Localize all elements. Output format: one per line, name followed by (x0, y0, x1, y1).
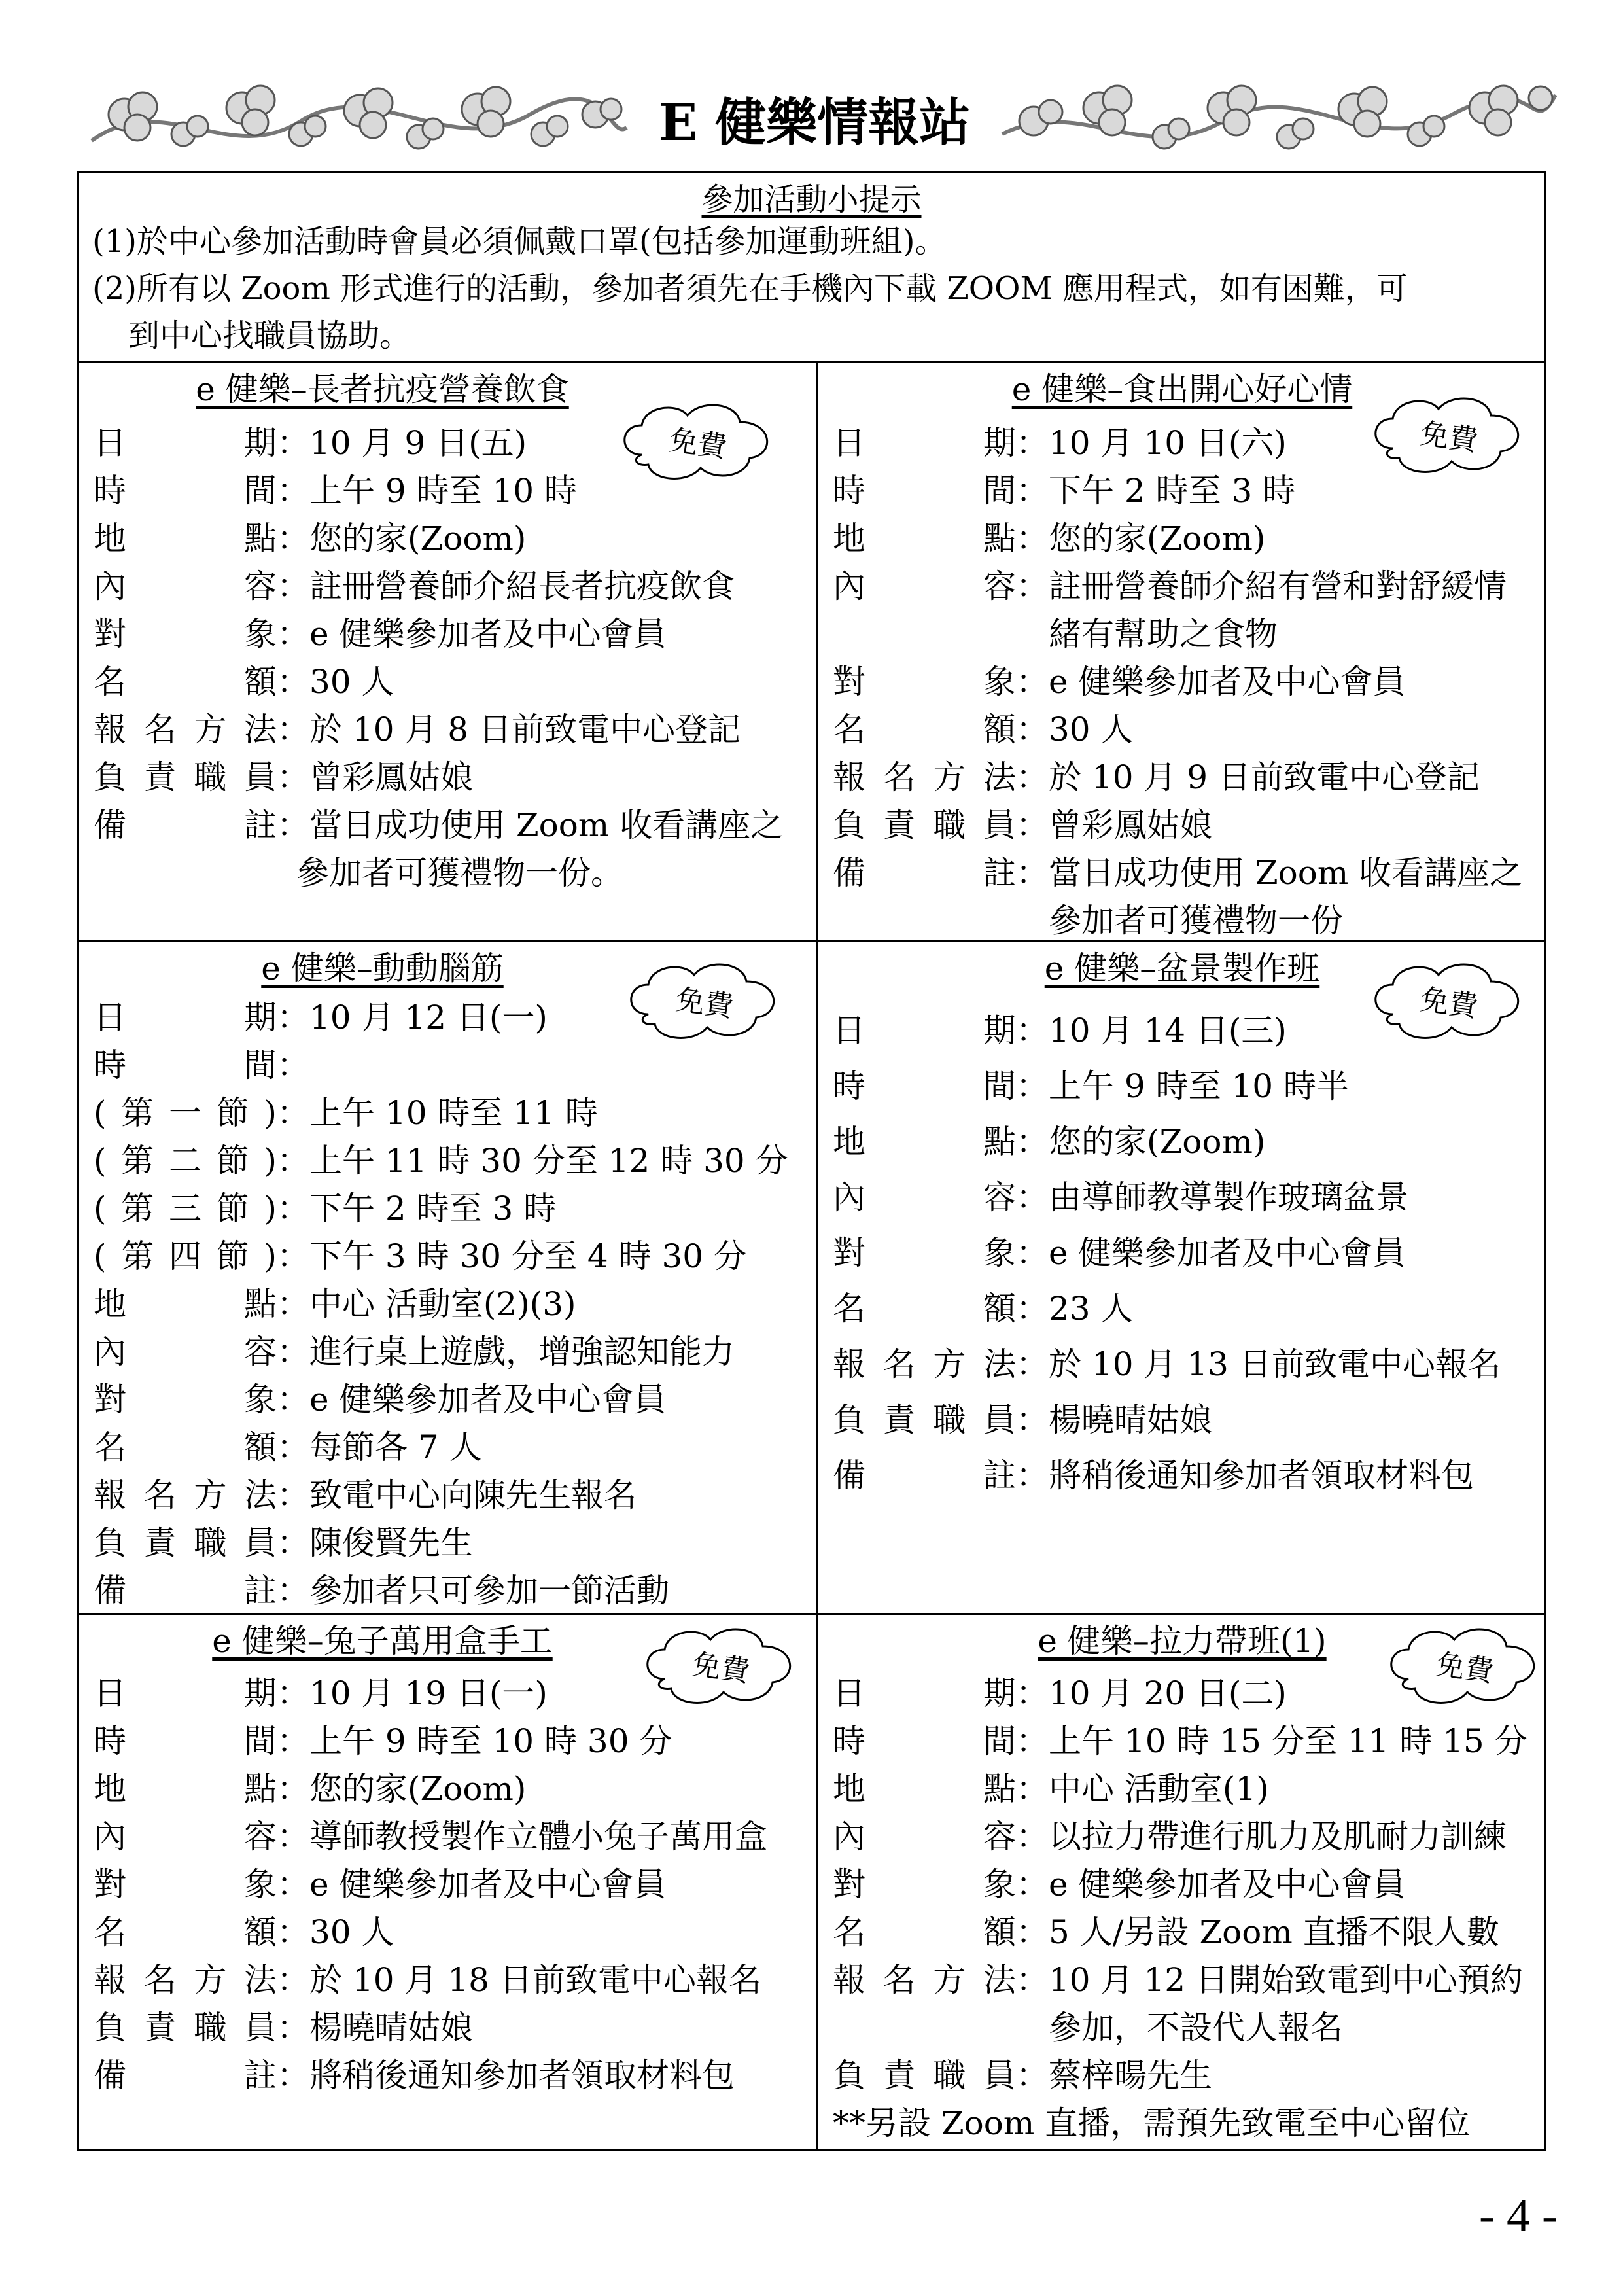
row-staff: 負責職員：楊曉晴姑娘 (94, 2009, 473, 2047)
row-target: 對 象：e 健樂參加者及中心會員 (94, 615, 667, 653)
free-badge-label: 免費 (673, 983, 736, 1024)
free-badge-cloud-icon (638, 1620, 802, 1712)
row-content: 內 容：導師教授製作立體小兔子萬用盒 (94, 1818, 767, 1856)
row-remarks: 備 註：當日成功使用 Zoom 收看講座之 (833, 854, 1523, 892)
row-content: 內 容：由導師教導製作玻璃盆景 (833, 1178, 1408, 1216)
row-content: 內 容：以拉力帶進行肌力及肌耐力訓練 (833, 1818, 1507, 1856)
page-header (85, 56, 1557, 173)
row-registration: 報名方法：於 10 月 18 日前致電中心報名 (94, 1961, 761, 1999)
row-content: 內 容：註冊營養師介紹長者抗疫飲食 (94, 567, 735, 605)
tip-line-2: (2)所有以 Zoom 形式進行的活動，參加者須先在手機內下載 ZOOM 應用程式，如有困難，可 (92, 270, 1408, 307)
row-quota: 名 額：30 人 (833, 711, 1134, 749)
row-quota: 名 額：5 人/另設 Zoom 直播不限人數 (833, 1913, 1499, 1951)
activity-card-nutrition (79, 363, 816, 940)
row-time: 時 間：上午 9 時至 10 時 30 分 (94, 1722, 672, 1760)
row-date: 日 期：10 月 12 日(一) (94, 998, 548, 1036)
row-date: 日 期：10 月 9 日(五) (94, 424, 527, 462)
row-staff: 負責職員：楊曉晴姑娘 (833, 1401, 1212, 1439)
tips-title: 參加活動小提示 (701, 181, 922, 218)
tips-section (79, 173, 1544, 361)
row-date: 日 期：10 月 14 日(三) (833, 1012, 1287, 1050)
row-session-4: (第四節)：下午 3 時 30 分至 4 時 30 分 (94, 1237, 747, 1275)
row-staff: 負責職員：陳俊賢先生 (94, 1524, 473, 1562)
row-quota: 名 額：30 人 (94, 663, 394, 701)
row-staff: 負責職員：曾彩鳳姑娘 (833, 806, 1212, 844)
row-time: 時 間：下午 2 時至 3 時 (833, 472, 1296, 510)
activity-card-bonsai (818, 942, 1546, 1613)
activity-title: e 健樂–兔子萬用盒手工 (212, 1622, 553, 1660)
activity-title: e 健樂–食出開心好心情 (1011, 370, 1353, 408)
row-time: 時 間： (94, 1046, 309, 1084)
free-badge-label: 免費 (1418, 983, 1480, 1024)
row-target: 對 象：e 健樂參加者及中心會員 (94, 1381, 667, 1419)
activity-title: e 健樂–拉力帶班(1) (1038, 1622, 1327, 1660)
activity-title: e 健樂–盆景製作班 (1044, 949, 1320, 987)
free-badge-cloud-icon (1367, 389, 1530, 481)
row-session-1: (第一節)：上午 10 時至 11 時 (94, 1094, 598, 1132)
clover-vine-right-decoration (1001, 69, 1557, 167)
row-remarks: 備 註：當日成功使用 Zoom 收看講座之 (94, 806, 784, 844)
activity-card-brain-games (79, 942, 816, 1613)
row-registration: 報名方法：於 10 月 13 日前致電中心報名 (833, 1345, 1501, 1383)
tip-line-3: 到中心找職員協助。 (128, 317, 411, 354)
row-time: 時 間：上午 9 時至 10 時 (94, 472, 578, 510)
tip-line-1: (1)於中心參加活動時會員必須佩戴口罩(包括參加運動班組)。 (92, 223, 947, 260)
row-session-3: (第三節)：下午 2 時至 3 時 (94, 1190, 557, 1227)
row-venue: 地 點：您的家(Zoom) (833, 1123, 1266, 1161)
row-content: 內 容：進行桌上遊戲，增強認知能力 (94, 1333, 735, 1371)
free-badge-label: 免費 (1418, 417, 1480, 458)
row-session-2: (第二節)：上午 11 時 30 分至 12 時 30 分 (94, 1142, 788, 1180)
free-badge-label: 免費 (689, 1648, 752, 1689)
row-time: 時 間：上午 10 時 15 分至 11 時 15 分 (833, 1722, 1527, 1760)
row-note: **另設 Zoom 直播，需預先致電至中心留位 (833, 2104, 1471, 2142)
row-date: 日 期：10 月 10 日(六) (833, 424, 1287, 462)
row-content-cont: 緒有幫助之食物 (1049, 615, 1278, 653)
row-remarks-cont: 參加者可獲禮物一份 (1049, 902, 1343, 940)
row-quota: 名 額：每節各 7 人 (94, 1428, 482, 1466)
row-remarks: 備 註：參加者只可參加一節活動 (94, 1572, 669, 1610)
free-badge-cloud-icon (1367, 955, 1530, 1047)
row-target: 對 象：e 健樂參加者及中心會員 (833, 663, 1406, 701)
row-remarks-cont: 參加者可獲禮物一份。 (296, 854, 623, 892)
page-title: E 健樂情報站 (658, 93, 971, 152)
row-registration: 報名方法：於 10 月 8 日前致電中心登記 (94, 711, 741, 749)
row-target: 對 象：e 健樂參加者及中心會員 (833, 1234, 1406, 1272)
clover-vine-left-decoration (85, 69, 628, 167)
activity-card-resistance-band (818, 1615, 1546, 2151)
row-venue: 地 點：中心 活動室(1) (833, 1770, 1269, 1808)
row-registration: 報名方法：10 月 12 日開始致電到中心預約 (833, 1961, 1523, 1999)
row-staff: 負責職員：蔡梓暘先生 (833, 2057, 1212, 2094)
row-registration-cont: 參加，不設代人報名 (1049, 2009, 1343, 2047)
row-registration: 報名方法：致電中心向陳先生報名 (94, 1476, 637, 1514)
row-target: 對 象：e 健樂參加者及中心會員 (94, 1865, 667, 1903)
free-badge-cloud-icon (616, 396, 779, 487)
row-quota: 名 額：30 人 (94, 1913, 394, 1951)
activities-table (77, 171, 1546, 2151)
row-staff: 負責職員：曾彩鳳姑娘 (94, 758, 473, 796)
row-date: 日 期：10 月 20 日(二) (833, 1674, 1287, 1712)
row-remarks: 備 註：將稍後通知參加者領取材料包 (94, 2057, 735, 2094)
activity-card-happy-eating (818, 363, 1546, 940)
row-registration: 報名方法：於 10 月 9 日前致電中心登記 (833, 758, 1480, 796)
free-badge-cloud-icon (1382, 1620, 1546, 1712)
row-target: 對 象：e 健樂參加者及中心會員 (833, 1865, 1406, 1903)
row-content: 內 容：註冊營養師介紹有營和對舒緩情 (833, 567, 1507, 605)
row-venue: 地 點：您的家(Zoom) (833, 520, 1266, 557)
row-quota: 名 額：23 人 (833, 1290, 1134, 1328)
row-venue: 地 點：您的家(Zoom) (94, 520, 527, 557)
activity-title: e 健樂–動動腦筋 (261, 949, 504, 987)
free-badge-label: 免費 (1433, 1648, 1496, 1689)
row-time: 時 間：上午 9 時至 10 時半 (833, 1067, 1350, 1105)
row-date: 日 期：10 月 19 日(一) (94, 1674, 548, 1712)
row-venue: 地 點：中心 活動室(2)(3) (94, 1285, 576, 1323)
free-badge-cloud-icon (622, 955, 786, 1047)
activity-card-rabbit-box (79, 1615, 816, 2151)
activity-title: e 健樂–長者抗疫營養飲食 (196, 370, 569, 408)
page-number: - 4 - (1479, 2189, 1558, 2242)
free-badge-label: 免費 (667, 423, 729, 465)
row-venue: 地 點：您的家(Zoom) (94, 1770, 527, 1808)
row-remarks: 備 註：將稍後通知參加者領取材料包 (833, 1457, 1474, 1494)
